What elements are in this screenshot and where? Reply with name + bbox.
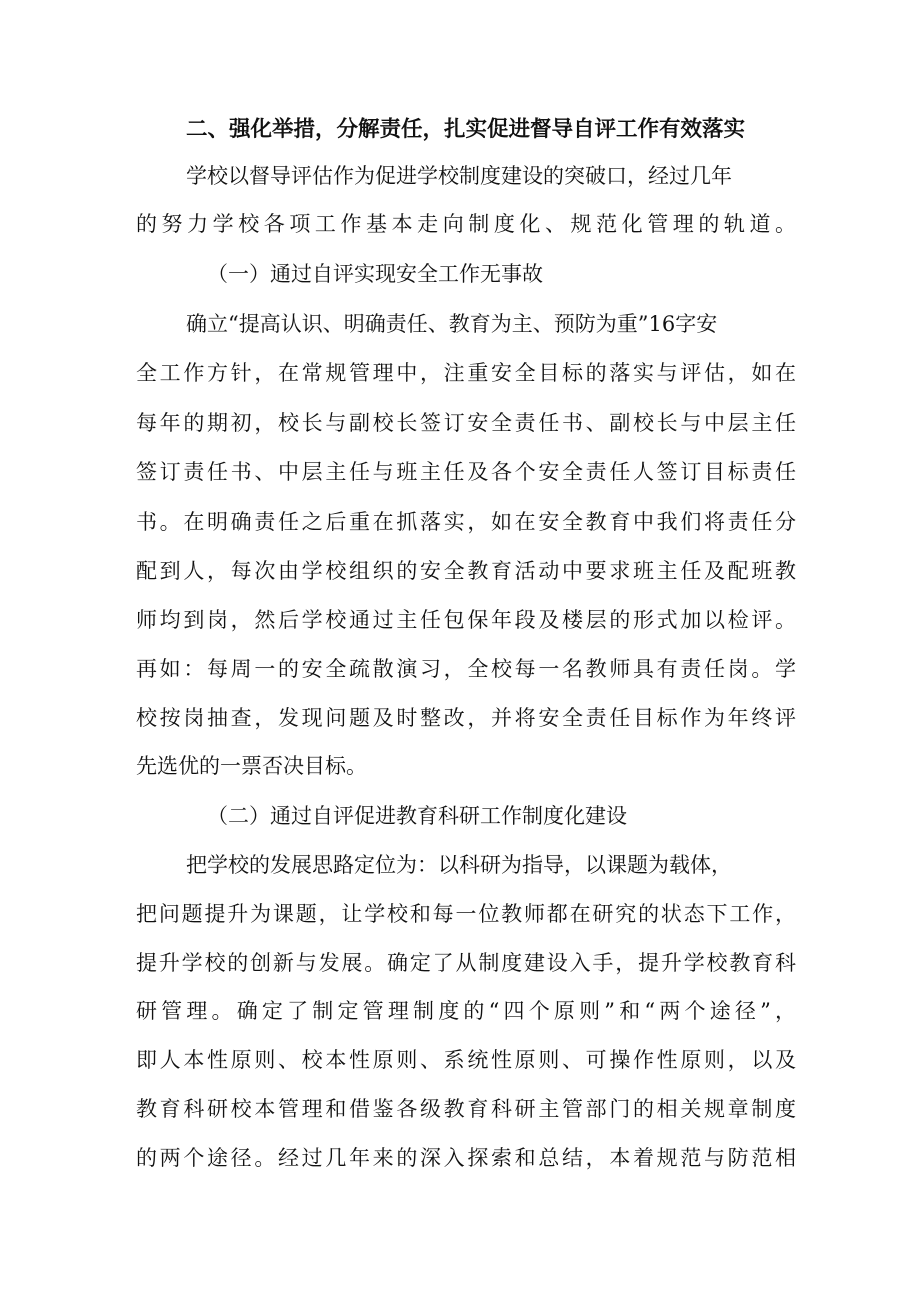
section1-line-10: 先选优的一票否决目标。: [136, 754, 367, 778]
section2-line-1: 把学校的发展思路定位为：以科研为指导，以课题为载体，: [186, 853, 732, 877]
section1-line-2: 全工作方针，在常规管理中，注重安全目标的落实与评估，如在: [136, 361, 796, 385]
section1-line-9: 校按岗抽查，发现问题及时整改，并将安全责任目标作为年终评: [136, 706, 796, 730]
section2-line-2: 把问题提升为课题，让学校和每一位教师都在研究的状态下工作，: [136, 902, 796, 926]
section1-title: （一）通过自评实现安全工作无事故: [207, 262, 543, 286]
section2-line-6: 教育科研校本管理和借鉴各级教育科研主管部门的相关规章制度: [136, 1097, 796, 1121]
section1-line-5: 书。在明确责任之后重在抓落实，如在安全教育中我们将责任分: [136, 510, 796, 534]
section1-line-1: 确立“提高认识、明确责任、教育为主、预防为重”16字安: [186, 312, 718, 336]
section1-line-7: 师均到岗，然后学校通过主任包保年段及楼层的形式加以检评。: [136, 608, 796, 632]
section1-line-4: 签订责任书、中层主任与班主任及各个安全责任人签订目标责任: [136, 460, 796, 484]
section1-line-8: 再如：每周一的安全疏散演习，全校每一名教师具有责任岗。学: [136, 657, 796, 681]
section-heading: 二、强化举措，分解责任，扎实促进督导自评工作有效落实: [186, 117, 746, 142]
section1-line-6: 配到人，每次由学校组织的安全教育活动中要求班主任及配班教: [136, 559, 796, 583]
section1-line-3: 每年的期初，校长与副校长签订安全责任书、副校长与中层主任: [136, 411, 796, 435]
section2-line-4: 研管理。确定了制定管理制度的“四个原则”和“两个途径”，: [136, 999, 796, 1023]
intro-line-2: 的努力学校各项工作基本走向制度化、规范化管理的轨道。: [136, 212, 796, 236]
section2-line-3: 提升学校的创新与发展。确定了从制度建设入手，提升学校教育科: [136, 951, 796, 975]
intro-line-1: 学校以督导评估作为促进学校制度建设的突破口，经过几年: [186, 164, 732, 188]
section2-line-5: 即人本性原则、校本性原则、系统性原则、可操作性原则，以及: [136, 1048, 796, 1072]
section2-line-7: 的两个途径。经过几年来的深入探索和总结，本着规范与防范相: [136, 1146, 796, 1170]
section2-title: （二）通过自评促进教育科研工作制度化建设: [207, 804, 627, 828]
